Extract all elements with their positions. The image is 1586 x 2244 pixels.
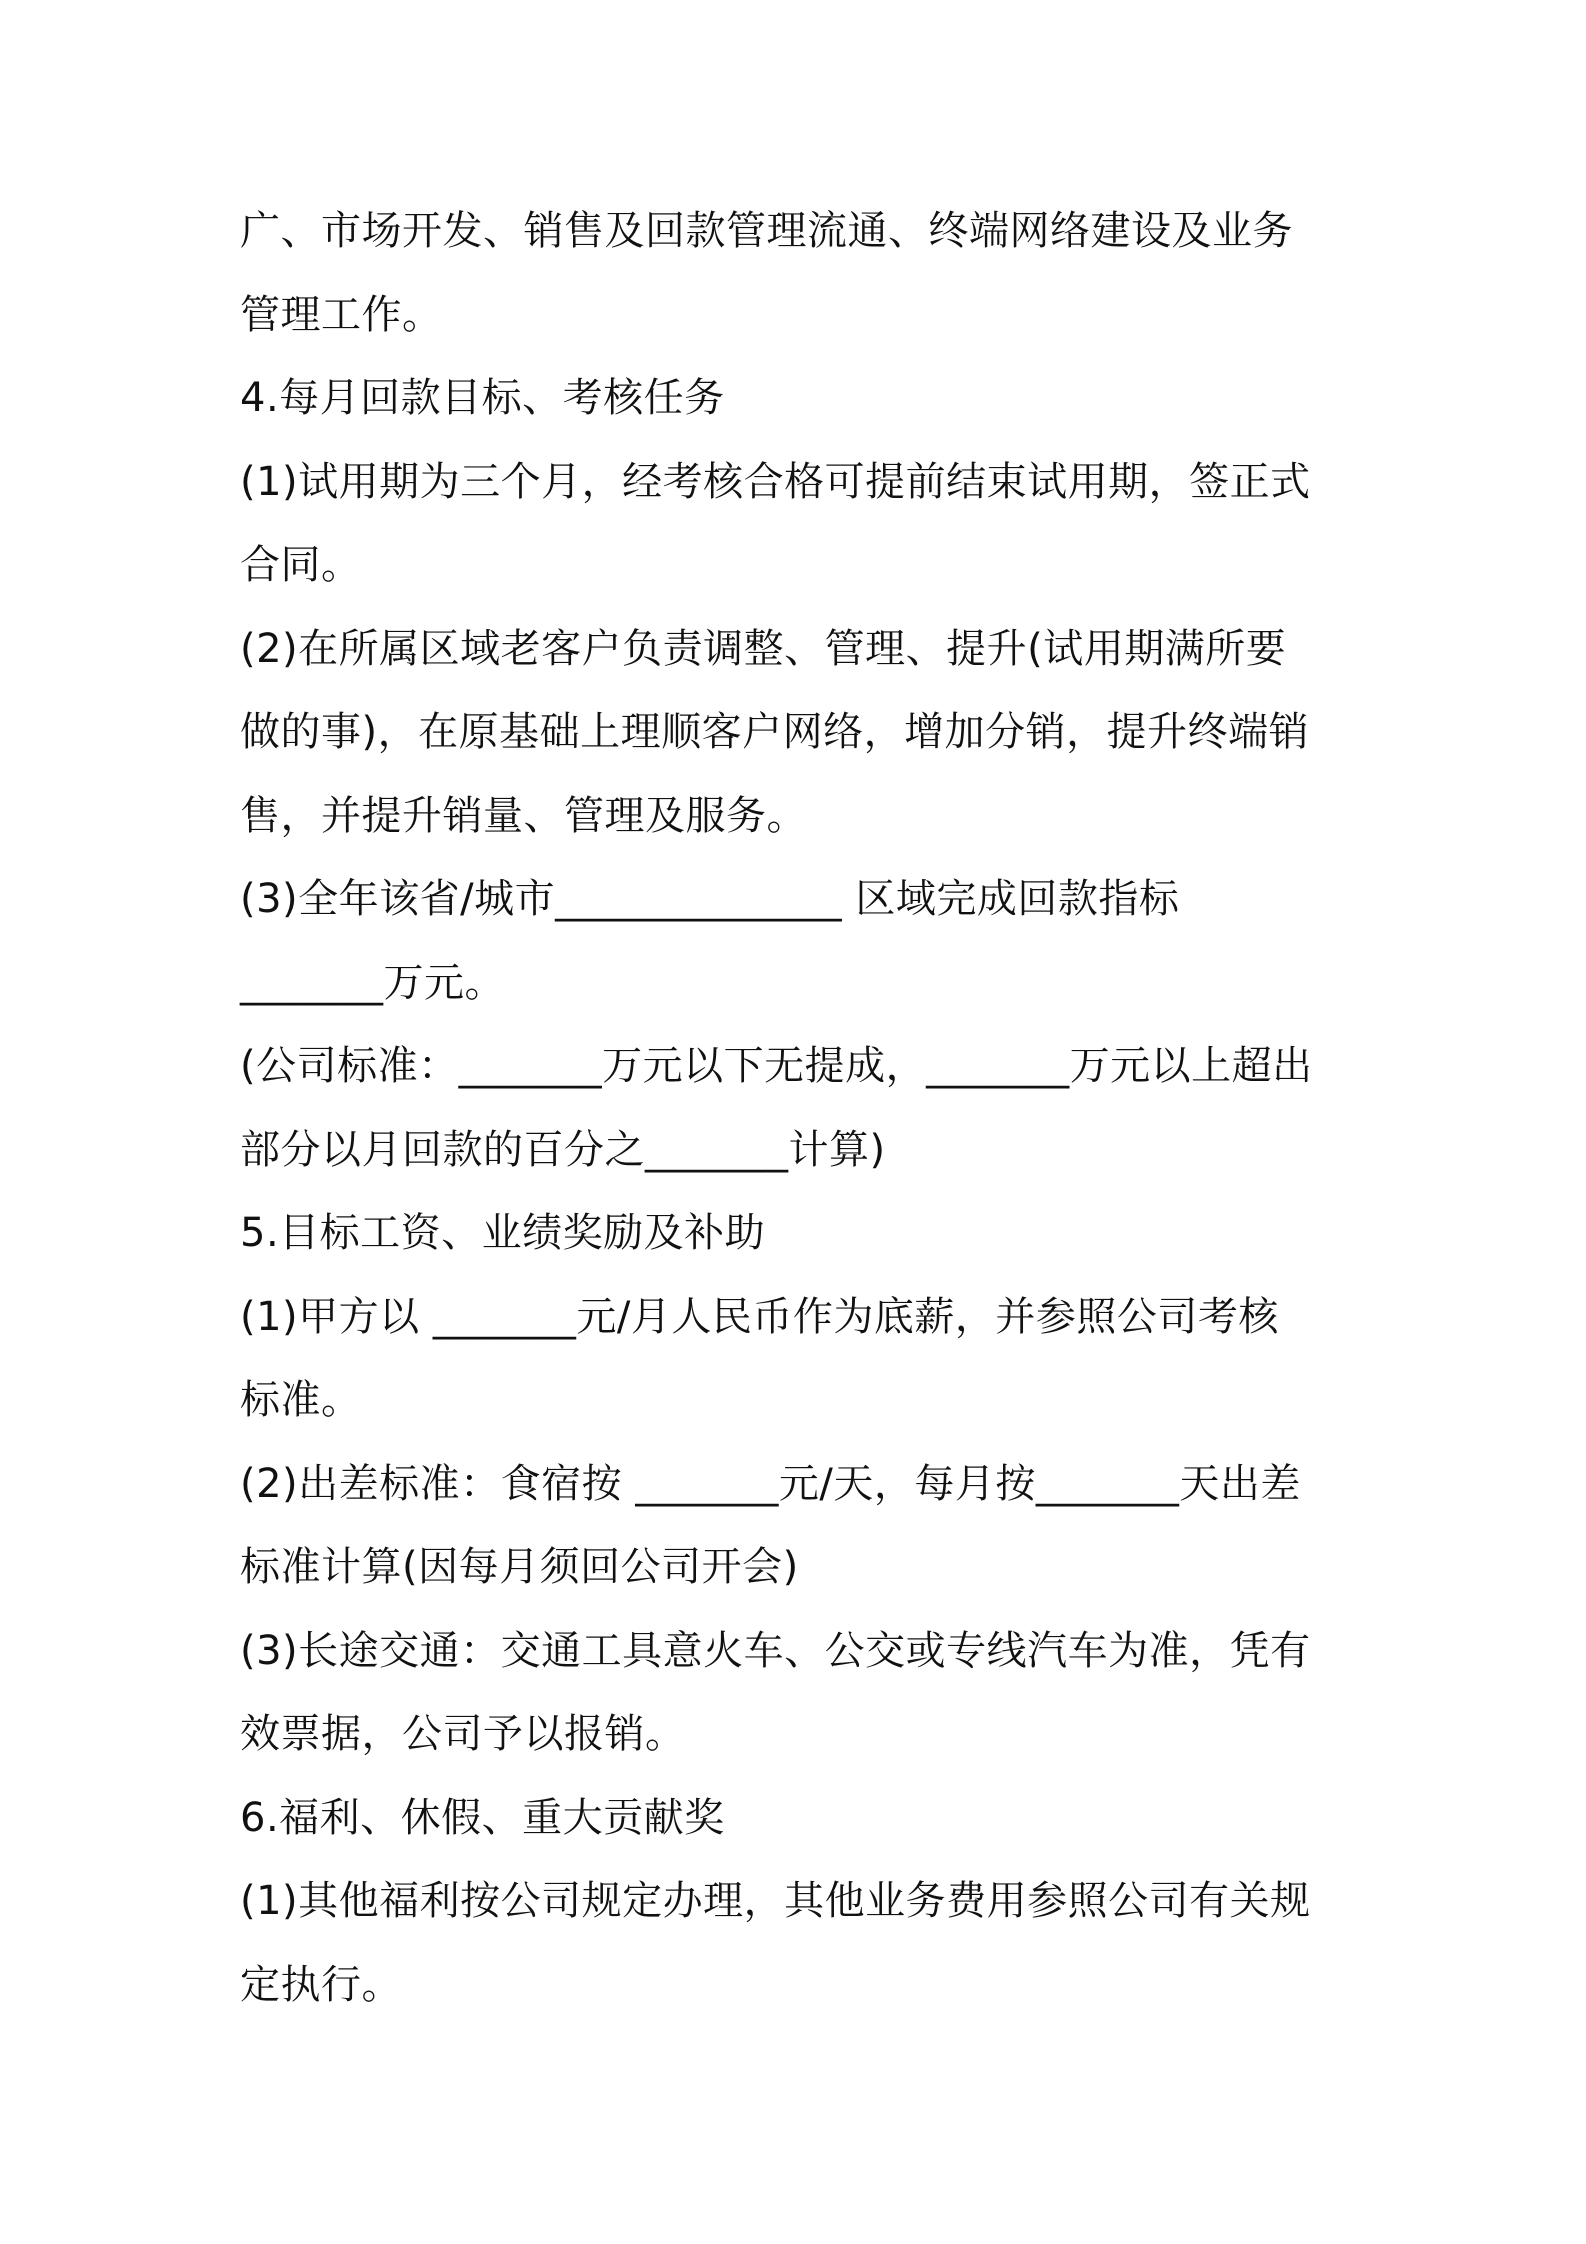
text-line: 标准计算(因每月须回公司开会) [240,1544,799,1590]
section-heading: 4.每月回款目标、考核任务 [240,375,725,421]
section-heading: 6.福利、休假、重大贡献奖 [240,1794,725,1841]
document-body [240,190,1350,2027]
text-line: (2)出差标准：食宿按 _______元/天，每月按_______天出差 [240,1460,1301,1507]
text-line: (2)在所属区域老客户负责调整、管理、提升(试用期满所要 [240,625,1287,672]
text-line: 广、市场开发、销售及回款管理流通、终端网络建设及业务 [240,208,1293,254]
text-line: (1)甲方以 _______元/月人民币作为底薪，并参照公司考核 [240,1293,1279,1340]
text-line: 售，并提升销量、管理及服务。 [240,792,807,839]
text-line: 标准。 [240,1377,362,1423]
text-line: (3)全年该省/城市______________ 区域完成回款指标 [240,876,1180,922]
text-line: 做的事)，在原基础上理顺客户网络，增加分销，提升终端销 [240,709,1310,755]
text-line: (公司标准：_______万元以下无提成，_______万元以上超出 [240,1043,1313,1089]
text-line: _______万元。 [240,959,505,1006]
text-line: 定执行。 [240,1961,402,2008]
text-line: 管理工作。 [240,291,443,338]
text-line: (3)长途交通：交通工具意火车、公交或专线汽车为准，凭有 [240,1627,1311,1674]
text-line: (1)其他福利按公司规定办理，其他业务费用参照公司有关规 [240,1878,1311,1924]
section-heading: 5.目标工资、业绩奖励及补助 [240,1210,766,1256]
text-line: 合同。 [240,542,362,588]
text-line: 效票据，公司予以报销。 [240,1711,686,1757]
text-line: (1)试用期为三个月，经考核合格可提前结束试用期，签正式 [240,458,1311,505]
text-line: 部分以月回款的百分之_______计算) [240,1126,886,1173]
